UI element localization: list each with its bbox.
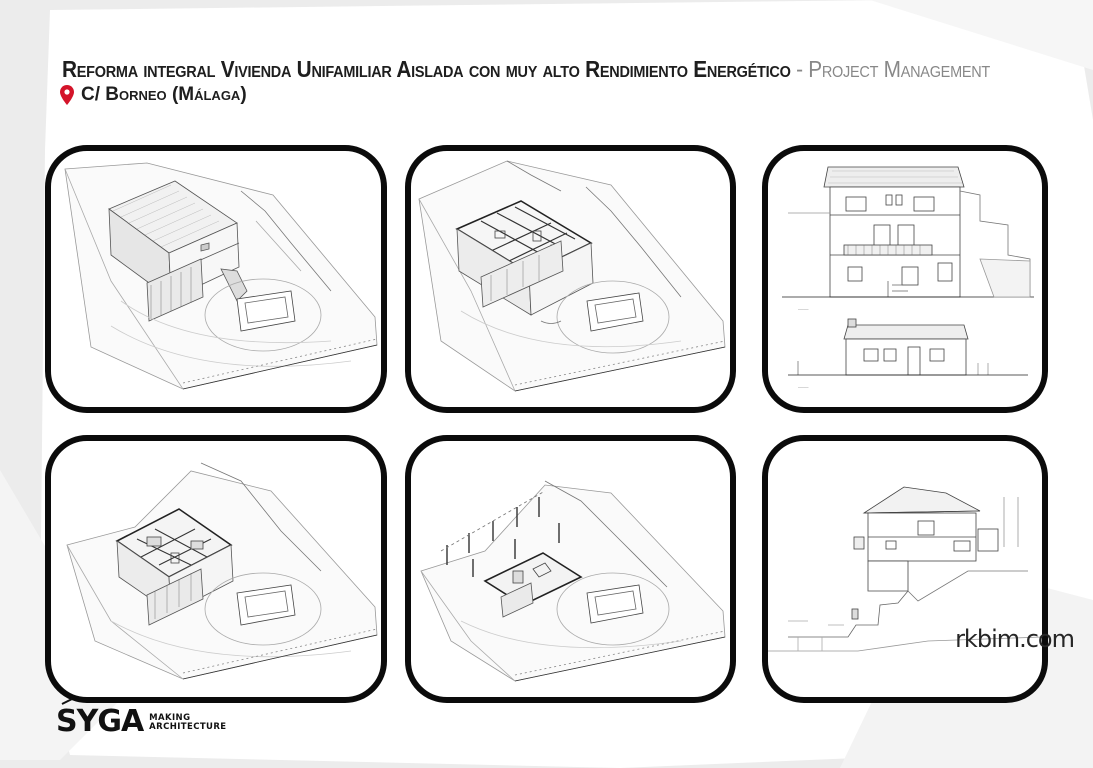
- panel-axonometric-ground-floor[interactable]: [45, 435, 387, 703]
- project-subtitle: - Project Management: [790, 56, 991, 82]
- panel-elevations[interactable]: [762, 145, 1048, 413]
- drawing-axonometric-floor-plan: [411, 151, 730, 407]
- location-text: C/ Borneo (Málaga): [81, 84, 247, 105]
- drawing-section: [768, 441, 1042, 697]
- logo-tag-line-1: MAKING: [149, 712, 191, 723]
- project-title: Reforma integral Vivienda Unifamiliar Aislada con muy alto Rendimiento Energético: [62, 56, 791, 82]
- svg-text:______: ______: [798, 306, 809, 310]
- drawing-elevations: [768, 151, 1042, 407]
- svg-text:______: ______: [798, 384, 809, 388]
- syga-logo: [56, 704, 227, 739]
- panel-section[interactable]: [762, 435, 1048, 703]
- logo-tag-line-2: ARCHITECTURE: [149, 722, 227, 732]
- logo-accent-icon: [61, 698, 73, 705]
- logo-tagline: [149, 714, 226, 733]
- drawing-axonometric-foundation: [411, 441, 730, 697]
- location-row: [60, 84, 247, 106]
- page-title: [62, 56, 990, 83]
- map-pin-icon: [60, 85, 74, 105]
- panel-axonometric-floor-plan[interactable]: [405, 145, 736, 413]
- panel-axonometric-roof[interactable]: [45, 145, 387, 413]
- drawing-axonometric-ground-floor: [51, 441, 381, 697]
- logo-mark: SYGA: [56, 704, 144, 739]
- website-brand[interactable]: rkbim.com: [955, 625, 1074, 653]
- panel-axonometric-foundation[interactable]: [405, 435, 736, 703]
- drawing-axonometric-roof: [51, 151, 381, 407]
